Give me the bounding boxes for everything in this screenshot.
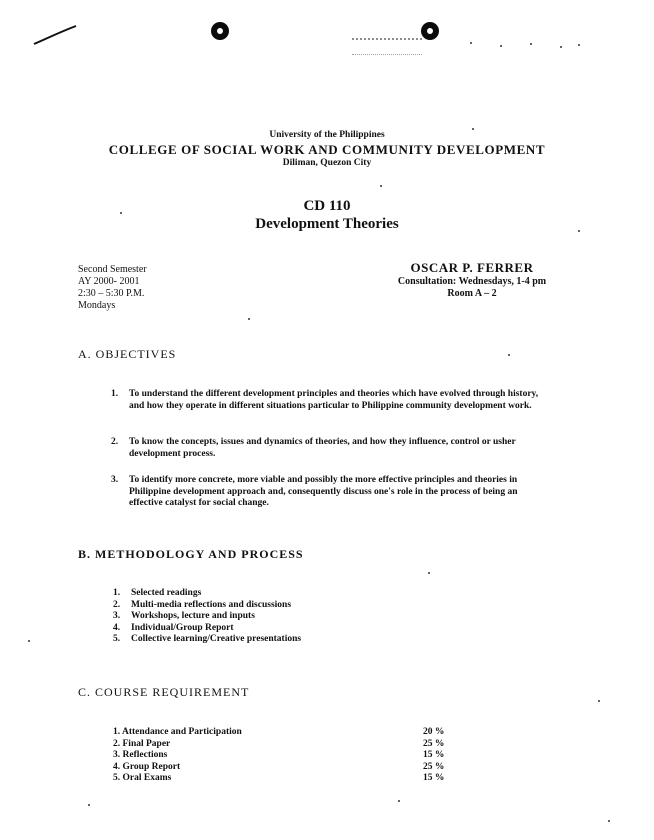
requirements-heading: C. COURSE REQUIREMENT (78, 685, 250, 699)
requirement-weight: 15 % (423, 750, 445, 761)
list-item (113, 600, 301, 612)
list-item (113, 623, 301, 635)
objectives-heading: A. OBJECTIVES (78, 347, 177, 361)
schedule-semester: Second Semester (78, 264, 147, 275)
objective-text: To know the concepts, issues and dynamics of theories, and how they influence, control or usher development process. (129, 437, 516, 459)
requirement-label: 3. Reflections (113, 750, 168, 761)
course-code: CD 110 (303, 198, 351, 214)
campus-location: Diliman, Quezon City (282, 158, 372, 168)
list-number: 4. (113, 622, 121, 633)
list-item (113, 611, 301, 623)
requirement-weight: 25 % (423, 761, 445, 772)
table-row (113, 762, 453, 774)
instructor-name: OSCAR P. FERRER (410, 260, 534, 275)
table-row (113, 727, 453, 739)
instructor-block (372, 260, 572, 300)
consultation-hours: Consultation: Wednesdays, 1-4 pm (397, 276, 547, 287)
punch-hole (421, 22, 439, 40)
table-row (113, 739, 453, 751)
objective-item (111, 437, 551, 460)
schedule-day: Mondays (78, 300, 116, 311)
list-text: Individual/Group Report (131, 622, 234, 633)
requirement-weight: 20 % (423, 727, 445, 737)
punch-hole (211, 22, 229, 40)
methodology-list (113, 588, 301, 646)
pen-mark (30, 22, 80, 48)
objective-text: To understand the different development principles and theories which have evolved through history, and how they operate in different situations particular to Philippine community development work. (129, 389, 539, 411)
requirement-label: 1. Attendance and Participation (113, 727, 242, 737)
requirement-weight: 15 % (423, 773, 445, 784)
objective-item (111, 389, 551, 412)
schedule-year: AY 2000- 2001 (78, 276, 140, 287)
list-text: Collective learning/Creative presentations (131, 634, 302, 645)
objective-text: To identify more concrete, more viable and possibly the more effective principles and theories in Philippine development approach and, consequently discuss one's role in the process of being an effective catalyst for social change. (129, 475, 518, 508)
requirement-label: 5. Oral Exams (113, 773, 172, 784)
university-name: University of the Philippines (269, 130, 385, 140)
list-text: Multi-media reflections and discussions (131, 599, 292, 610)
list-number: 3. (113, 611, 121, 622)
table-row (113, 750, 453, 762)
objective-item (111, 475, 551, 510)
list-text: Selected readings (131, 588, 202, 598)
course-title: Development Theories (255, 216, 399, 232)
college-name: COLLEGE OF SOCIAL WORK AND COMMUNITY DEVELOPMENT (108, 142, 546, 157)
requirement-weight: 25 % (423, 738, 445, 749)
list-item (113, 634, 301, 646)
schedule-time: 2:30 – 5:30 P.M. (78, 288, 145, 299)
objective-number: 1. (111, 389, 119, 399)
list-number: 2. (113, 599, 121, 610)
requirement-label: 4. Group Report (113, 761, 181, 772)
room: Room A – 2 (447, 288, 497, 299)
list-number: 1. (113, 588, 121, 598)
objective-number: 2. (111, 437, 119, 447)
scan-smudge (352, 38, 422, 55)
list-item (113, 588, 301, 600)
schedule-block (78, 264, 147, 312)
list-text: Workshops, lecture and inputs (131, 611, 255, 622)
table-row (113, 773, 453, 785)
list-number: 5. (113, 634, 121, 645)
methodology-heading: B. METHODOLOGY AND PROCESS (78, 547, 304, 561)
objective-number: 3. (111, 475, 119, 485)
requirements-table (113, 727, 453, 785)
requirement-label: 2. Final Paper (113, 738, 171, 749)
